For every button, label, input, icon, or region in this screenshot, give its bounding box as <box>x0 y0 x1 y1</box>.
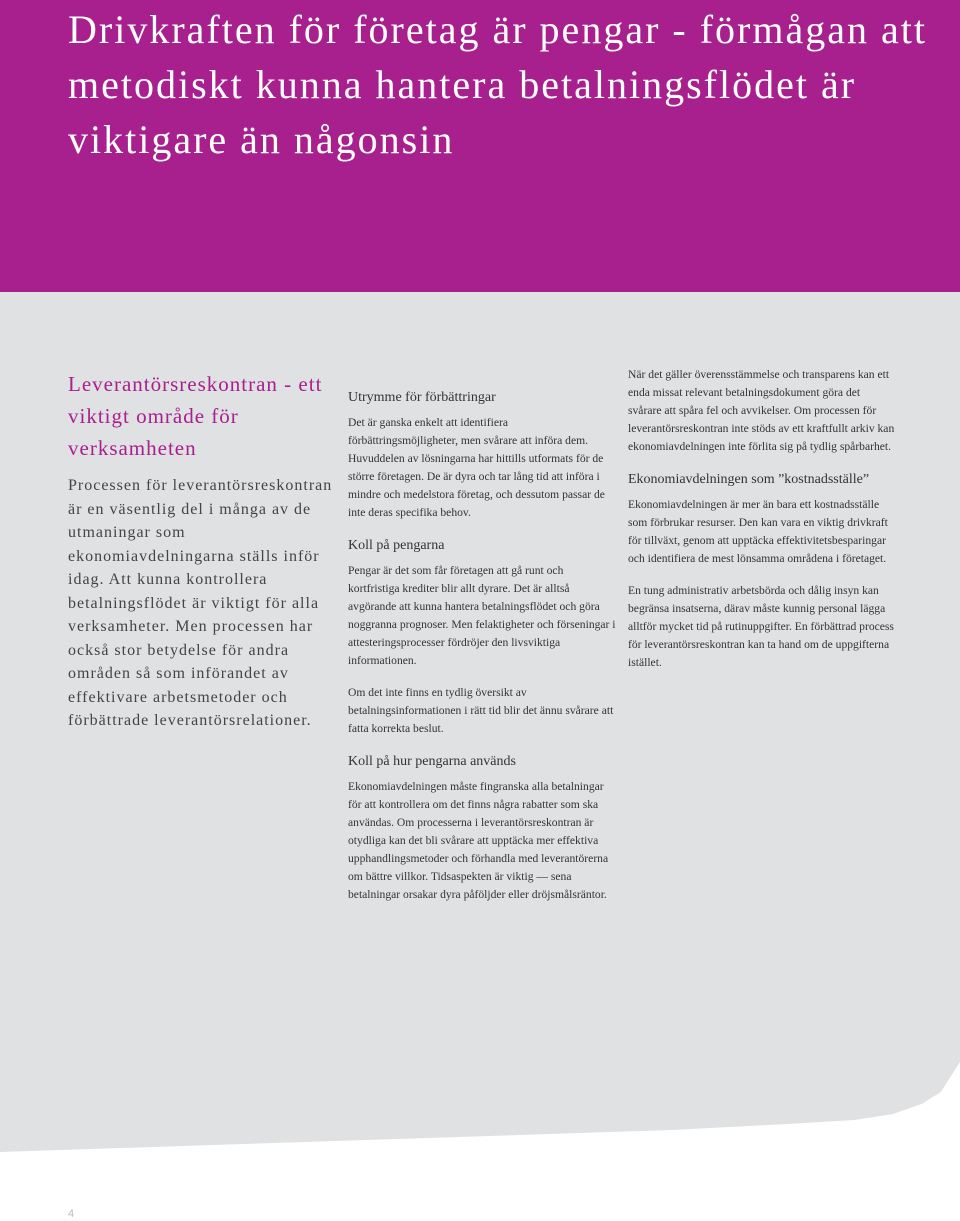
intro-subtitle: Leverantörsreskontran - ett viktigt område för verksamheten <box>68 372 323 460</box>
section-text-money-2: Om det inte finns en tydlig översikt av betalningsinformationen i rätt tid blir det ännu svårare att fatta korrekta beslut. <box>348 686 614 735</box>
header-banner <box>0 0 960 292</box>
column-3 <box>628 366 896 686</box>
section-text-improvements: Det är ganska enkelt att identifiera förbättringsmöjligheter, men svårare att införa dem. Huvuddelen av lösningarna har hittills utformats för de större företagen. De är dyra och tar lång tid att införa i mindre och medelstora företag, och dessutom passar de inte deras specifika behov. <box>348 416 605 519</box>
cost-center-text: Ekonomiavdelningen är mer än bara ett kostnadsställe som förbrukar resurser. Den kan vara en viktig drivkraft för tillväxt, genom att upptäcka effektivitetsbesparingar och identifiera de mest lönsamma områdena i företaget. <box>628 498 888 565</box>
section-heading-cost-center: Ekonomiavdelningen som ”kostnadsställe” <box>628 472 870 487</box>
section-heading-improvements: Utrymme för förbättringar <box>348 390 496 405</box>
intro-column <box>68 368 343 733</box>
section-text-usage: Ekonomiavdelningen måste fingranska alla betalningar för att kontrollera om det finns några rabatter som ska användas. Om processerna i leverantörsreskontran är otydliga kan det bli svårare att upptäcka mer effektiva upphandlingsmetoder och förhandla med leverantörerna om bättre villkor. Tidsaspekten är viktig — sena betalningar orsakar dyra påföljder eller dröjsmålsräntor. <box>348 780 609 901</box>
workload-text: En tung administrativ arbetsbörda och dålig insyn kan begränsa insatserna, därav måste kunnig personal lägga alltför mycket tid på rutinuppgifter. En förbättrad process för leverantörsreskontran kan ta hand om de uppgifterna istället. <box>628 584 894 669</box>
section-heading-money: Koll på pengarna <box>348 538 445 553</box>
section-heading-usage: Koll på hur pengarna används <box>348 754 516 769</box>
section-text-money-1: Pengar är det som får företagen att gå runt och kortfristiga krediter blir allt dyrare. Det är alltså avgörande att kunna hantera betalningsflödet och göra noggranna prognoser. Men felaktigheter och förseningar i attesteringsprocesser fördröjer den livsviktiga informationen. <box>348 564 616 667</box>
compliance-text: När det gäller överensstämmelse och transparens kan ett enda missat relevant betalningsdokument göra det svårare att spåra fel och avvikelser. Om processen för leverantörsreskontran inte stöds av ett kraftfullt arkiv kan ekonomiavdelningen inte förlita sig på tydlig spårbarhet. <box>628 368 895 453</box>
intro-lead: Processen för leverantörsreskontran är en väsentlig del i många av de utmaningar som ekonomiavdelningarna ställs inför idag. Att kunna kontrollera betalningsflödet är viktigt för alla verksamheter. Men processen har också stor betydelse för andra områden så som införandet av effektivare arbetsmetoder och förbättrade leverantörsrelationer. <box>68 477 333 729</box>
page-title: Drivkraften för företag är pengar - förmågan att metodiskt kunna hantera betalningsflödet är viktigare än någonsin <box>68 7 927 162</box>
column-2 <box>348 388 616 918</box>
page-number: 4 <box>68 1208 75 1220</box>
